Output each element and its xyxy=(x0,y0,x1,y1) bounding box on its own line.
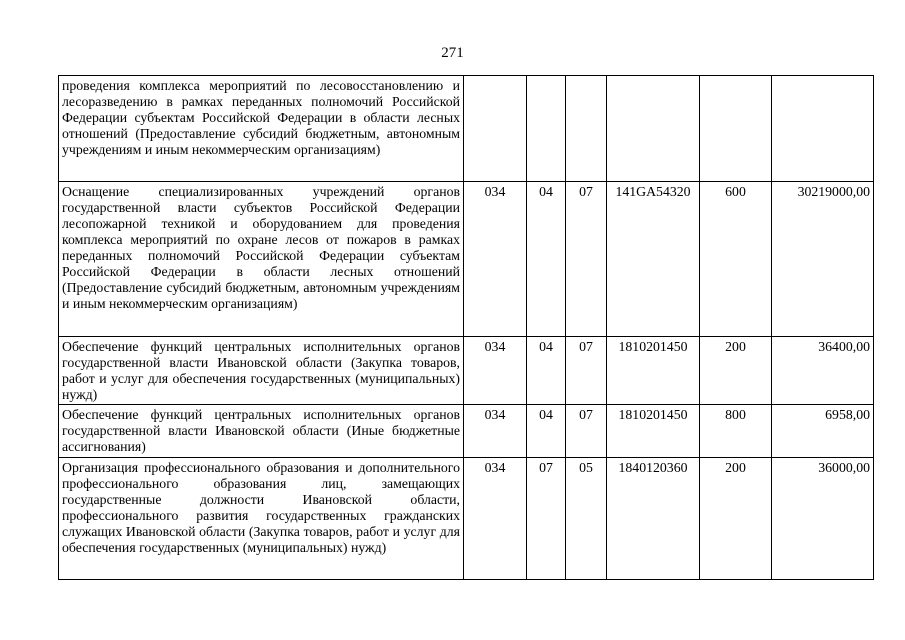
row-expense-type: 200 xyxy=(700,458,772,580)
row-expense-type: 800 xyxy=(700,405,772,458)
row-code: 034 xyxy=(464,337,527,405)
row-subsection: 07 xyxy=(566,182,607,337)
row-target-article: 1810201450 xyxy=(607,337,700,405)
row-subsection: 07 xyxy=(566,405,607,458)
row-code: 034 xyxy=(464,458,527,580)
row-amount: 36400,00 xyxy=(772,337,874,405)
row-amount: 36000,00 xyxy=(772,458,874,580)
row-description: Оснащение специализированных учреждений органов государственной власти субъектов Российской Федерации лесопожарной техникой и оборудованием для проведения комплекса мероприятий по охране лесов от пожаров в рамках переданных полномочий Российской Федерации субъектам Российской Федерации в области лесных отношений (Предоставление субсидий бюджетным, автономным учреждениям и иным некоммерческим организациям) xyxy=(59,182,464,337)
page-number: 271 xyxy=(441,45,464,61)
row-expense-type xyxy=(700,76,772,182)
row-section: 04 xyxy=(527,337,566,405)
table-row xyxy=(59,76,874,182)
table-row xyxy=(59,458,874,580)
row-target-article: 141GA54320 xyxy=(607,182,700,337)
row-description: Обеспечение функций центральных исполнительных органов государственной власти Ивановской области (Закупка товаров, работ и услуг для обеспечения государственных (муниципальных) нужд) xyxy=(59,337,464,405)
row-section xyxy=(527,76,566,182)
table-row xyxy=(59,405,874,458)
row-subsection xyxy=(566,76,607,182)
row-code: 034 xyxy=(464,182,527,337)
row-expense-type: 600 xyxy=(700,182,772,337)
row-section: 04 xyxy=(527,182,566,337)
row-subsection: 07 xyxy=(566,337,607,405)
row-amount xyxy=(772,76,874,182)
row-code: 034 xyxy=(464,405,527,458)
row-subsection: 05 xyxy=(566,458,607,580)
row-amount: 6958,00 xyxy=(772,405,874,458)
row-description: проведения комплекса мероприятий по лесовосстановлению и лесоразведению в рамках переданных полномочий Российской Федерации субъектам Российской Федерации в области лесных отношений (Предоставление субсидий бюджетным, автономным учреждениям и иным некоммерческим организациям) xyxy=(59,76,464,182)
budget-table xyxy=(58,75,874,580)
table-row xyxy=(59,182,874,337)
row-target-article: 1810201450 xyxy=(607,405,700,458)
row-target-article xyxy=(607,76,700,182)
row-code xyxy=(464,76,527,182)
table-row xyxy=(59,337,874,405)
row-amount: 30219000,00 xyxy=(772,182,874,337)
row-description: Обеспечение функций центральных исполнительных органов государственной власти Ивановской области (Иные бюджетные ассигнования) xyxy=(59,405,464,458)
row-target-article: 1840120360 xyxy=(607,458,700,580)
row-description: Организация профессионального образования и дополнительного профессионального образования лиц, замещающих государственные должности Ивановской области, профессионального развития государственных гражданских служащих Ивановской области (Закупка товаров, работ и услуг для обеспечения государственных (муниципальных) нужд) xyxy=(59,458,464,580)
row-section: 04 xyxy=(527,405,566,458)
row-section: 07 xyxy=(527,458,566,580)
row-expense-type: 200 xyxy=(700,337,772,405)
